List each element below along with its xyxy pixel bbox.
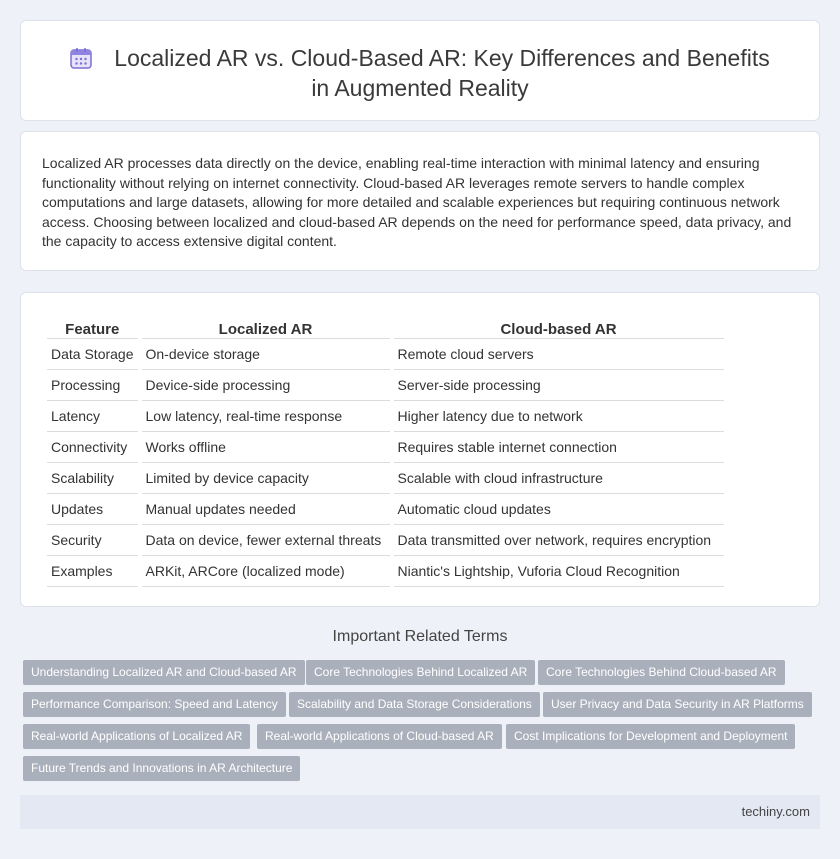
table-row [47, 432, 724, 463]
related-tag[interactable]: Performance Comparison: Speed and Latency [23, 692, 286, 717]
header-localized-ar: Localized AR [142, 315, 390, 339]
related-tag[interactable]: Future Trends and Innovations in AR Architecture [23, 756, 300, 781]
header-cloud-based-ar: Cloud-based AR [394, 315, 724, 339]
localized-cell: ARKit, ARCore (localized mode) [142, 556, 390, 587]
feature-cell: Latency [47, 401, 138, 432]
cloud-cell: Server-side processing [394, 370, 724, 401]
cloud-cell: Scalable with cloud infrastructure [394, 463, 724, 494]
related-tag[interactable]: Real-world Applications of Cloud-based AR [257, 724, 502, 749]
related-tag[interactable]: Core Technologies Behind Localized AR [306, 660, 535, 685]
title-card [20, 20, 820, 121]
localized-cell: On-device storage [142, 339, 390, 370]
table-header-row [47, 315, 724, 339]
localized-cell: Device-side processing [142, 370, 390, 401]
localized-cell: Works offline [142, 432, 390, 463]
footer-bar [20, 795, 820, 829]
related-tag[interactable]: Cost Implications for Development and Deployment [506, 724, 795, 749]
cloud-cell: Higher latency due to network [394, 401, 724, 432]
feature-cell: Scalability [47, 463, 138, 494]
table-row [47, 370, 724, 401]
localized-cell: Limited by device capacity [142, 463, 390, 494]
related-tag[interactable]: Understanding Localized AR and Cloud-based AR [23, 660, 305, 685]
cloud-cell: Automatic cloud updates [394, 494, 724, 525]
localized-cell: Manual updates needed [142, 494, 390, 525]
intro-card [20, 131, 820, 271]
table-row [47, 339, 724, 370]
table-row [47, 463, 724, 494]
table-row [47, 525, 724, 556]
feature-cell: Data Storage [47, 339, 138, 370]
localized-cell: Data on device, fewer external threats [142, 525, 390, 556]
header-feature: Feature [47, 315, 138, 339]
feature-cell: Processing [47, 370, 138, 401]
table-row [47, 494, 724, 525]
page-title: Localized AR vs. Cloud-Based AR: Key Differences and Benefits in Augmented Reality [114, 45, 770, 101]
related-tag[interactable]: Real-world Applications of Localized AR [23, 724, 250, 749]
related-tag[interactable]: Core Technologies Behind Cloud-based AR [538, 660, 785, 685]
feature-cell: Connectivity [47, 432, 138, 463]
intro-paragraph: Localized AR processes data directly on the device, enabling real-time interaction with minimal latency and ensuring functionality without relying on internet connectivity. Cloud-based AR leverages remote servers to handle complex computations and large datasets, allowing for more detailed and scalable experiences but requiring continuous network access. Choosing between localized and cloud-based AR depends on the need for performance speed, data privacy, and the capacity to access extensive digital content. [42, 155, 792, 249]
calendar-icon [70, 47, 92, 69]
table-row [47, 401, 724, 432]
comparison-table [43, 315, 728, 587]
cloud-cell: Remote cloud servers [394, 339, 724, 370]
related-tag[interactable]: User Privacy and Data Security in AR Platforms [543, 692, 812, 717]
site-name[interactable]: techiny.com [741, 804, 810, 819]
cloud-cell: Niantic's Lightship, Vuforia Cloud Recognition [394, 556, 724, 587]
comparison-card [20, 292, 820, 607]
localized-cell: Low latency, real-time response [142, 401, 390, 432]
feature-cell: Updates [47, 494, 138, 525]
table-row [47, 556, 724, 587]
cloud-cell: Requires stable internet connection [394, 432, 724, 463]
feature-cell: Security [47, 525, 138, 556]
feature-cell: Examples [47, 556, 138, 587]
related-terms-title: Important Related Terms [332, 628, 508, 645]
page-title-wrap [61, 43, 779, 103]
cloud-cell: Data transmitted over network, requires encryption [394, 525, 724, 556]
related-tag[interactable]: Scalability and Data Storage Considerations [289, 692, 540, 717]
